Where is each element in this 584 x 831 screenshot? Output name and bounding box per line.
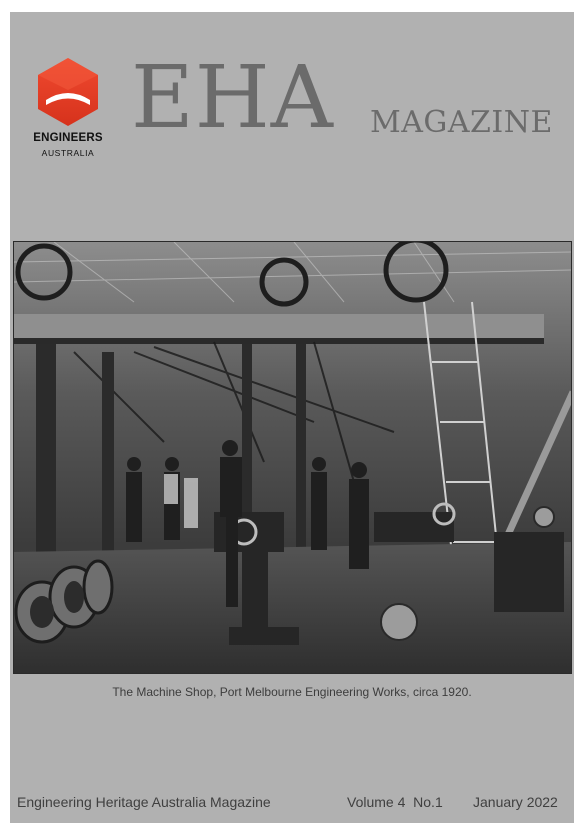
- photo-caption: The Machine Shop, Port Melbourne Engineering Works, circa 1920.: [112, 685, 472, 699]
- masthead-subtitle: MAGAZINE: [370, 105, 553, 140]
- logo-wordmark-australia: AUSTRALIA: [41, 148, 95, 158]
- issue-date: January 2022: [473, 794, 558, 810]
- issue-volume: Volume 4 No.1: [347, 794, 443, 810]
- publication-name: Engineering Heritage Australia Magazine: [17, 794, 271, 810]
- hexagon-logo-icon: [36, 56, 100, 128]
- masthead-title: EHA: [131, 48, 334, 148]
- magazine-cover: [10, 12, 574, 823]
- machine-shop-photo-illustration: [14, 242, 572, 674]
- engineers-australia-logo: [26, 56, 110, 160]
- cover-photo: [13, 241, 572, 674]
- logo-wordmark-engineers: ENGINEERS: [33, 132, 103, 144]
